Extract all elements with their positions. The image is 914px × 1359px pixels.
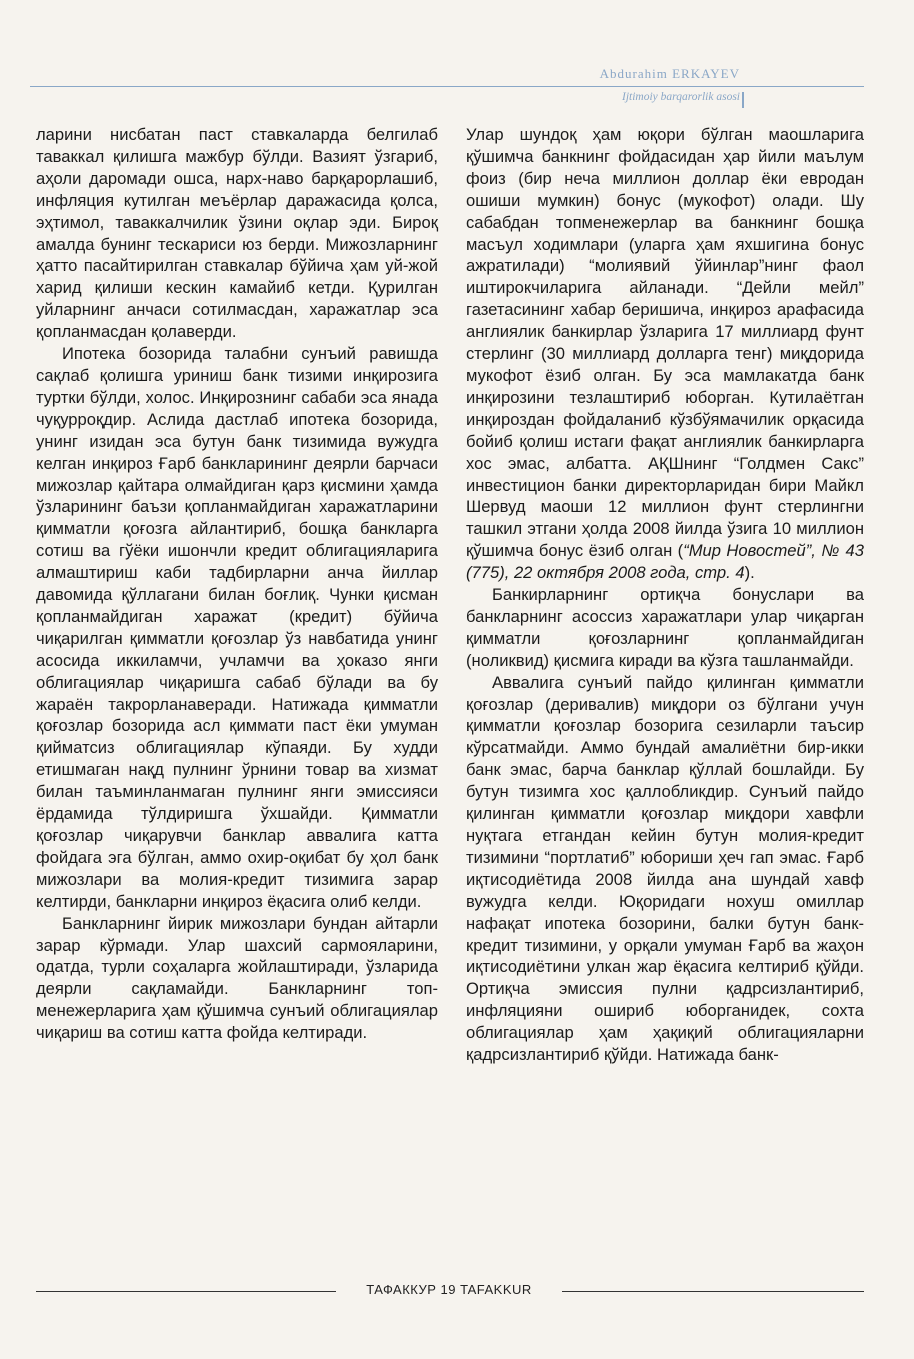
footer-page-label: ТАФАККУР 19 TAFAKKUR — [366, 1282, 532, 1297]
running-header — [0, 0, 914, 120]
header-subtitle: Ijtimoiy barqarorlik asosi — [622, 91, 740, 103]
left-column — [36, 124, 438, 1044]
paragraph: Банкирларнинг ортиқча бонуслари ва банкларнинг асоссиз харажатлари улар чиқарган қимматли қоғозларнинг қопланмайдиган (ноликвид) қисмига киради ва кўзга ташланмайди. — [466, 585, 864, 670]
footer-rule-left — [36, 1291, 336, 1292]
header-marker — [742, 92, 744, 108]
header-author: Abdurahim ERKAYEV — [599, 66, 740, 81]
header-rule — [30, 86, 864, 87]
paragraph: Аввалига сунъий пайдо қилинган қимматли қоғозлар (деривалив) миқдори оз бўлгани учун қимматли қоғозлар бозорига сезиларли таъсир кўрсатмайди. Аммо бундай амалиётни бир-икки банк эмас, барча банклар қўллай бошлайди. Бу бутун тизимга хос қаллобликдир. Сунъий пайдо қилинган қимматли қоғозлар миқдори хавфли нуқтага етгандан кейин бутун молия-кредит тизимини “портлатиб” юбориши ҳеч гап эмас. Ғарб иқтисодиётида 2008 йилда ана шундай хавф вужудга келди. Юқоридаги нохуш омиллар нафақат ипотека бозорини, балки бутун банк-кредит тизимини, у орқали умуман Ғарб ва жаҳон иқтисодиётини улкан жар ёқасига келтириб қўйди. Ортиқча эмиссия пулни қадрсизлантириб, инфляцияни ошириб юборганидек, сохта облигациялар ҳам ҳақиқий облигацияларни қадрсизлантириб қўйди. Натижада банк- — [466, 672, 864, 1065]
page-footer — [0, 1280, 914, 1304]
paragraph — [466, 124, 864, 584]
paragraph-text: Улар шундоқ ҳам юқори бўлган маошларига қўшимча банкнинг фойдасидан ҳар йили маълум фоиз (бир неча миллион доллар ёки евродан ошиши мумкин) бонус (мукофот) олади. Шу сабабдан топменежерлар ва банкнинг бошқа масъул ходимлари (уларга ҳам яхшигина бонус ажратилади) “молиявий ўйинлар”нинг фаол иштирокчиларига айланади. “Дейли мейл” газетасининг хабар беришича, инқироз арафасида англиялик банкирлар ўзларига 17 миллиард фунт стерлинг (30 миллиард долларга тенг) миқдорида мукофот ёзиб олган. Бу эса мамлакатда банк инқирозини тезлаштириб юборган. Кутилаётган инқироздан фойдаланиб кўзбўямачилик орқасида бойиб қолиш истаги фақат англиялик банкирларга хос эмас, албатта. АҚШнинг “Голдмен Сакс” инвестицион банки директорларидан бири Майкл Шервуд маоши 12 миллион фунт стерлингни ташкил этгани ҳолда 2008 йилда ўзига 10 миллион қўшимча бонус ёзиб олган ( — [466, 125, 864, 561]
footer-rule-right — [562, 1291, 864, 1292]
paragraph: ларини нисбатан паст ставкаларда белгилаб таваккал қилишга мажбур бўлди. Вазият ўзгариб, аҳоли даромади ошса, нарх-наво барқарорлашиб, инфляция кутилган меъёрлар даражасида қолса, эҳтимол, таваккалчилик ўзини оқлар эди. Бироқ амалда бунинг тескариси юз берди. Мижозларнинг ҳатто пасайтирилган ставкалар бўйича ҳам уй-жой харид қилиши кескин камайиб кетди. Қурилган уйларнинг анчаси сотилмасдан, харажатлар эса қопланмасдан қолаверди. — [36, 125, 438, 342]
citation: “Мир Новостей”, № 43 (775), 22 октября 2008 года, стр. 4 — [466, 541, 864, 583]
paragraph-end: ). — [744, 563, 755, 583]
right-column — [466, 124, 864, 1066]
paragraph: Банкларнинг йирик мижозлари бундан айтарли зарар кўрмади. Улар шахсий сармояларини, одатда, турли соҳаларга жойлаштиради, ўзларида деярли сақламайди. Банкларнинг топ-менежерларига ҳам қўшимча сунъий облигациялар чиқариш ва сотиш катта фойда келтиради. — [36, 913, 438, 1043]
paragraph: Ипотека бозорида талабни сунъий равишда сақлаб қолишга уриниш банк тизими инқирозига туртки бўлди, холос. Инқирознинг сабаби эса янада чуқурроқдир. Аслида дастлаб ипотека бозорида, унинг изидан эса бутун банк тизимида вужудга келган инқироз Ғарб банкларининг деярли барчаси мижозлар қайтара олмайдиган қарз қисмини ҳамда ўзларининг баъзи қопланмайдиган харажатларини қимматли қоғозга айлантириб, бошқа банкларга сотиш ва гўёки ишончли кредит облигацияларига алмаштириш каби тадбирларни анча йиллар давомида қўллагани билан боғлиқ. Чунки қисман қопланмайдиган харажат (кредит) бўйича чиқарилган қимматли қоғозлар ўз навбатида унинг асосида иккиламчи, учламчи ва ҳоказо янги облигациялар чиқаришга сабаб бўлади ва бу жараён такрорланаверади. Натижада қимматли қоғозлар бозорида асл қиммати паст ёки умуман қийматсиз облигациялар кўпаяди. Бу худди етишмаган нақд пулнинг ўрнини товар ва хизмат билан таъминланмаган пулнинг янги эмиссияси ёрдамида тўлдиришга ўхшайди. Қимматли қоғозлар чиқарувчи банклар аввалига катта фойдага эга бўлган, аммо охир-оқибат бу ҳол банк мижозлари ва молия-кредит тизимига зарар келтирди, банкларни инқироз ёқасига олиб келди. — [36, 344, 438, 911]
